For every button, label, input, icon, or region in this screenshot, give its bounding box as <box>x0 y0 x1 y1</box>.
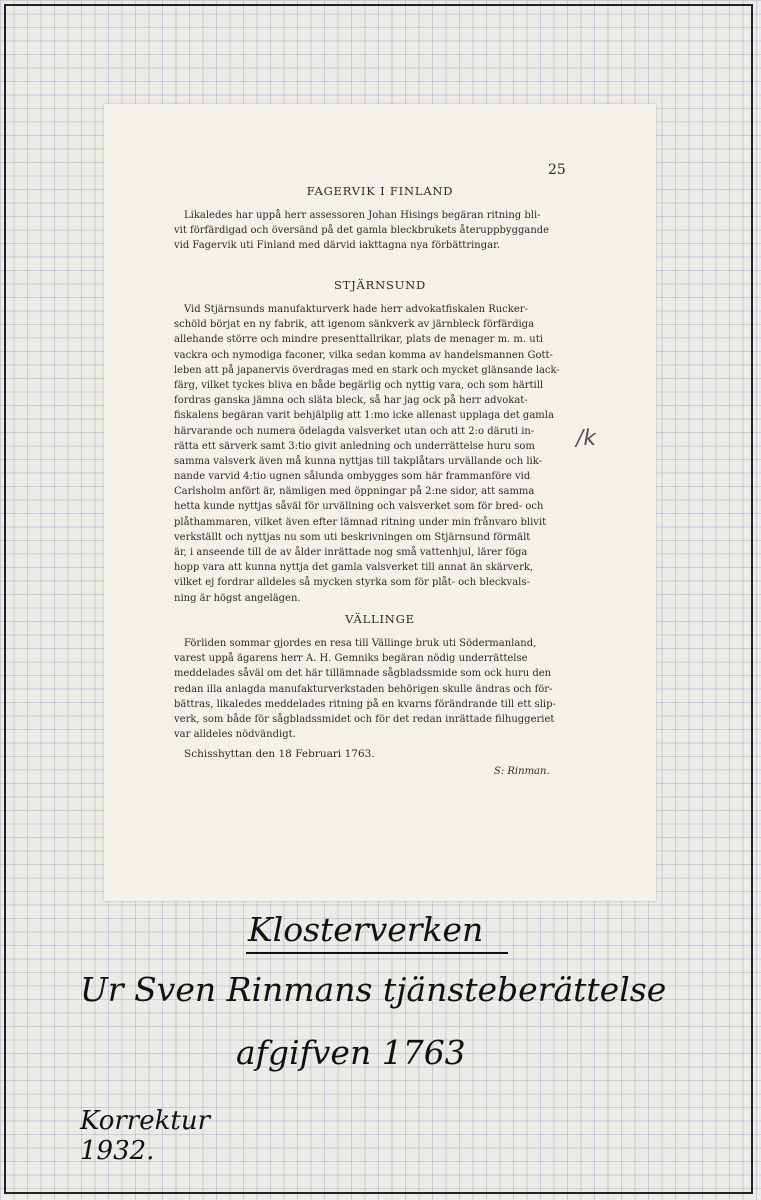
text-line: färg, vilket tyckes bliva en både begärlig och nyttig vara, och som härtill <box>174 379 544 391</box>
section-body-stjarnsund <box>174 302 560 606</box>
text-line: var alldeles nödvändigt. <box>174 729 296 741</box>
handwritten-note-line-1: Korrektur <box>80 1106 210 1136</box>
text-line: fordras ganska jämna och släta bleck, så har jag ock på herr advokat- <box>174 395 528 407</box>
section-heading-fagervik: FAGERVIK I FINLAND <box>306 184 454 198</box>
text-line: vilket ej fordrar alldeles så mycken styrka som för plåt- och bleckvals- <box>174 577 530 589</box>
text-line: leben att på japanervis överdragas med en stark och mycket glänsande lack- <box>174 364 560 376</box>
text-line: samma valsverk även må kunna nyttjas till takplåtars urvällande och lik- <box>174 455 543 467</box>
handwritten-title: Klosterverken <box>248 910 484 949</box>
text-line: Carlsholm anfört är, nämligen med öppningar på 2:ne sidor, att samma <box>174 486 535 498</box>
title-underline <box>246 952 508 954</box>
signature-name: S: Rinman. <box>494 766 550 777</box>
text-line: schöld börjat en ny fabrik, att igenom sänkverk av järnbleck förfärdiga <box>174 319 535 331</box>
text-line: nande varvid 4:tio ugnen sålunda ombygges som här frammanföre vid <box>174 471 531 483</box>
section-heading-vallinge: VÄLLINGE <box>345 612 415 626</box>
signature-date: Schisshyttan den 18 Februari 1763. <box>184 748 375 760</box>
page-number: 25 <box>548 162 566 178</box>
text-line: verkställt och nyttjas nu som uti beskrivningen om Stjärnsund förmält <box>174 531 531 543</box>
text-line: hopp vara att kunna nyttja det gamla valsverket till annat än skärverk, <box>174 562 534 574</box>
text-line: bättras, likaledes meddelades ritning på en kvarns förändrande till ett slip- <box>174 698 556 710</box>
text-line: vit förfärdigad och översänd på det gamla bleckbrukets återuppbyggande <box>174 225 550 237</box>
text-line: varest uppå ägarens herr A. H. Gemniks begäran nödig underrättelse <box>174 653 528 665</box>
handwritten-note-line-2: 1932. <box>80 1136 155 1166</box>
printed-clipping <box>104 104 656 901</box>
text-line: hetta kunde nyttjas såväl för urvällning och valsverket som för bred- och <box>174 501 544 513</box>
text-line: meddelades såväl om det här tillämnade sågbladssmide som ock huru den <box>174 668 552 680</box>
handwritten-note <box>80 1106 210 1166</box>
handwritten-year-line: afgifven 1763 <box>236 1033 466 1072</box>
margin-mark: /k <box>573 426 599 451</box>
text-line: fiskalens begäran varit behjälplig att 1:mo icke allenast upplaga det gamla <box>174 410 554 422</box>
text-line: Vid Stjärnsunds manufakturverk hade herr advokatfiskalen Rucker- <box>184 304 528 315</box>
text-line: vackra och nymodiga faconer, vilka sedan komma av handelsmannen Gott- <box>174 349 553 361</box>
text-line: rätta ett särverk samt 3:tio givit anledning och underrättelse huru som <box>174 440 535 452</box>
text-line: Förliden sommar gjordes en resa till Vällinge bruk uti Södermanland, <box>184 638 537 649</box>
text-line: redan illa anlagda manufakturverkstaden behörigen skulle ändras och för- <box>174 683 553 695</box>
handwritten-subtitle: Ur Sven Rinmans tjänsteberättelse <box>80 970 667 1009</box>
text-line: härvarande och numera ödelagda valsverket utan och att 2:o däruti in- <box>174 425 535 437</box>
text-line: plåthammaren, vilket även efter lämnad ritning under min frånvaro blivit <box>174 516 547 528</box>
text-line: vid Fagervik uti Finland med därvid iakttagna nya förbättringar. <box>174 240 500 252</box>
section-body-fagervik <box>174 208 560 254</box>
text-line: är, i anseende till de av ålder inrättade nog små vattenhjul, lärer föga <box>174 547 528 558</box>
text-line: verk, som både för sågbladssmidet och för det redan inrättade filhuggeriet <box>174 713 555 725</box>
text-line: Likaledes har uppå herr assessoren Johan Hisings begäran ritning bli- <box>184 210 541 221</box>
section-body-vallinge <box>174 636 560 742</box>
text-line: allehande större och mindre presenttallrikar, plats de menager m. m. uti <box>174 334 543 346</box>
section-heading-stjarnsund: STJÄRNSUND <box>333 278 427 292</box>
text-line: ning är högst angelägen. <box>174 592 301 604</box>
